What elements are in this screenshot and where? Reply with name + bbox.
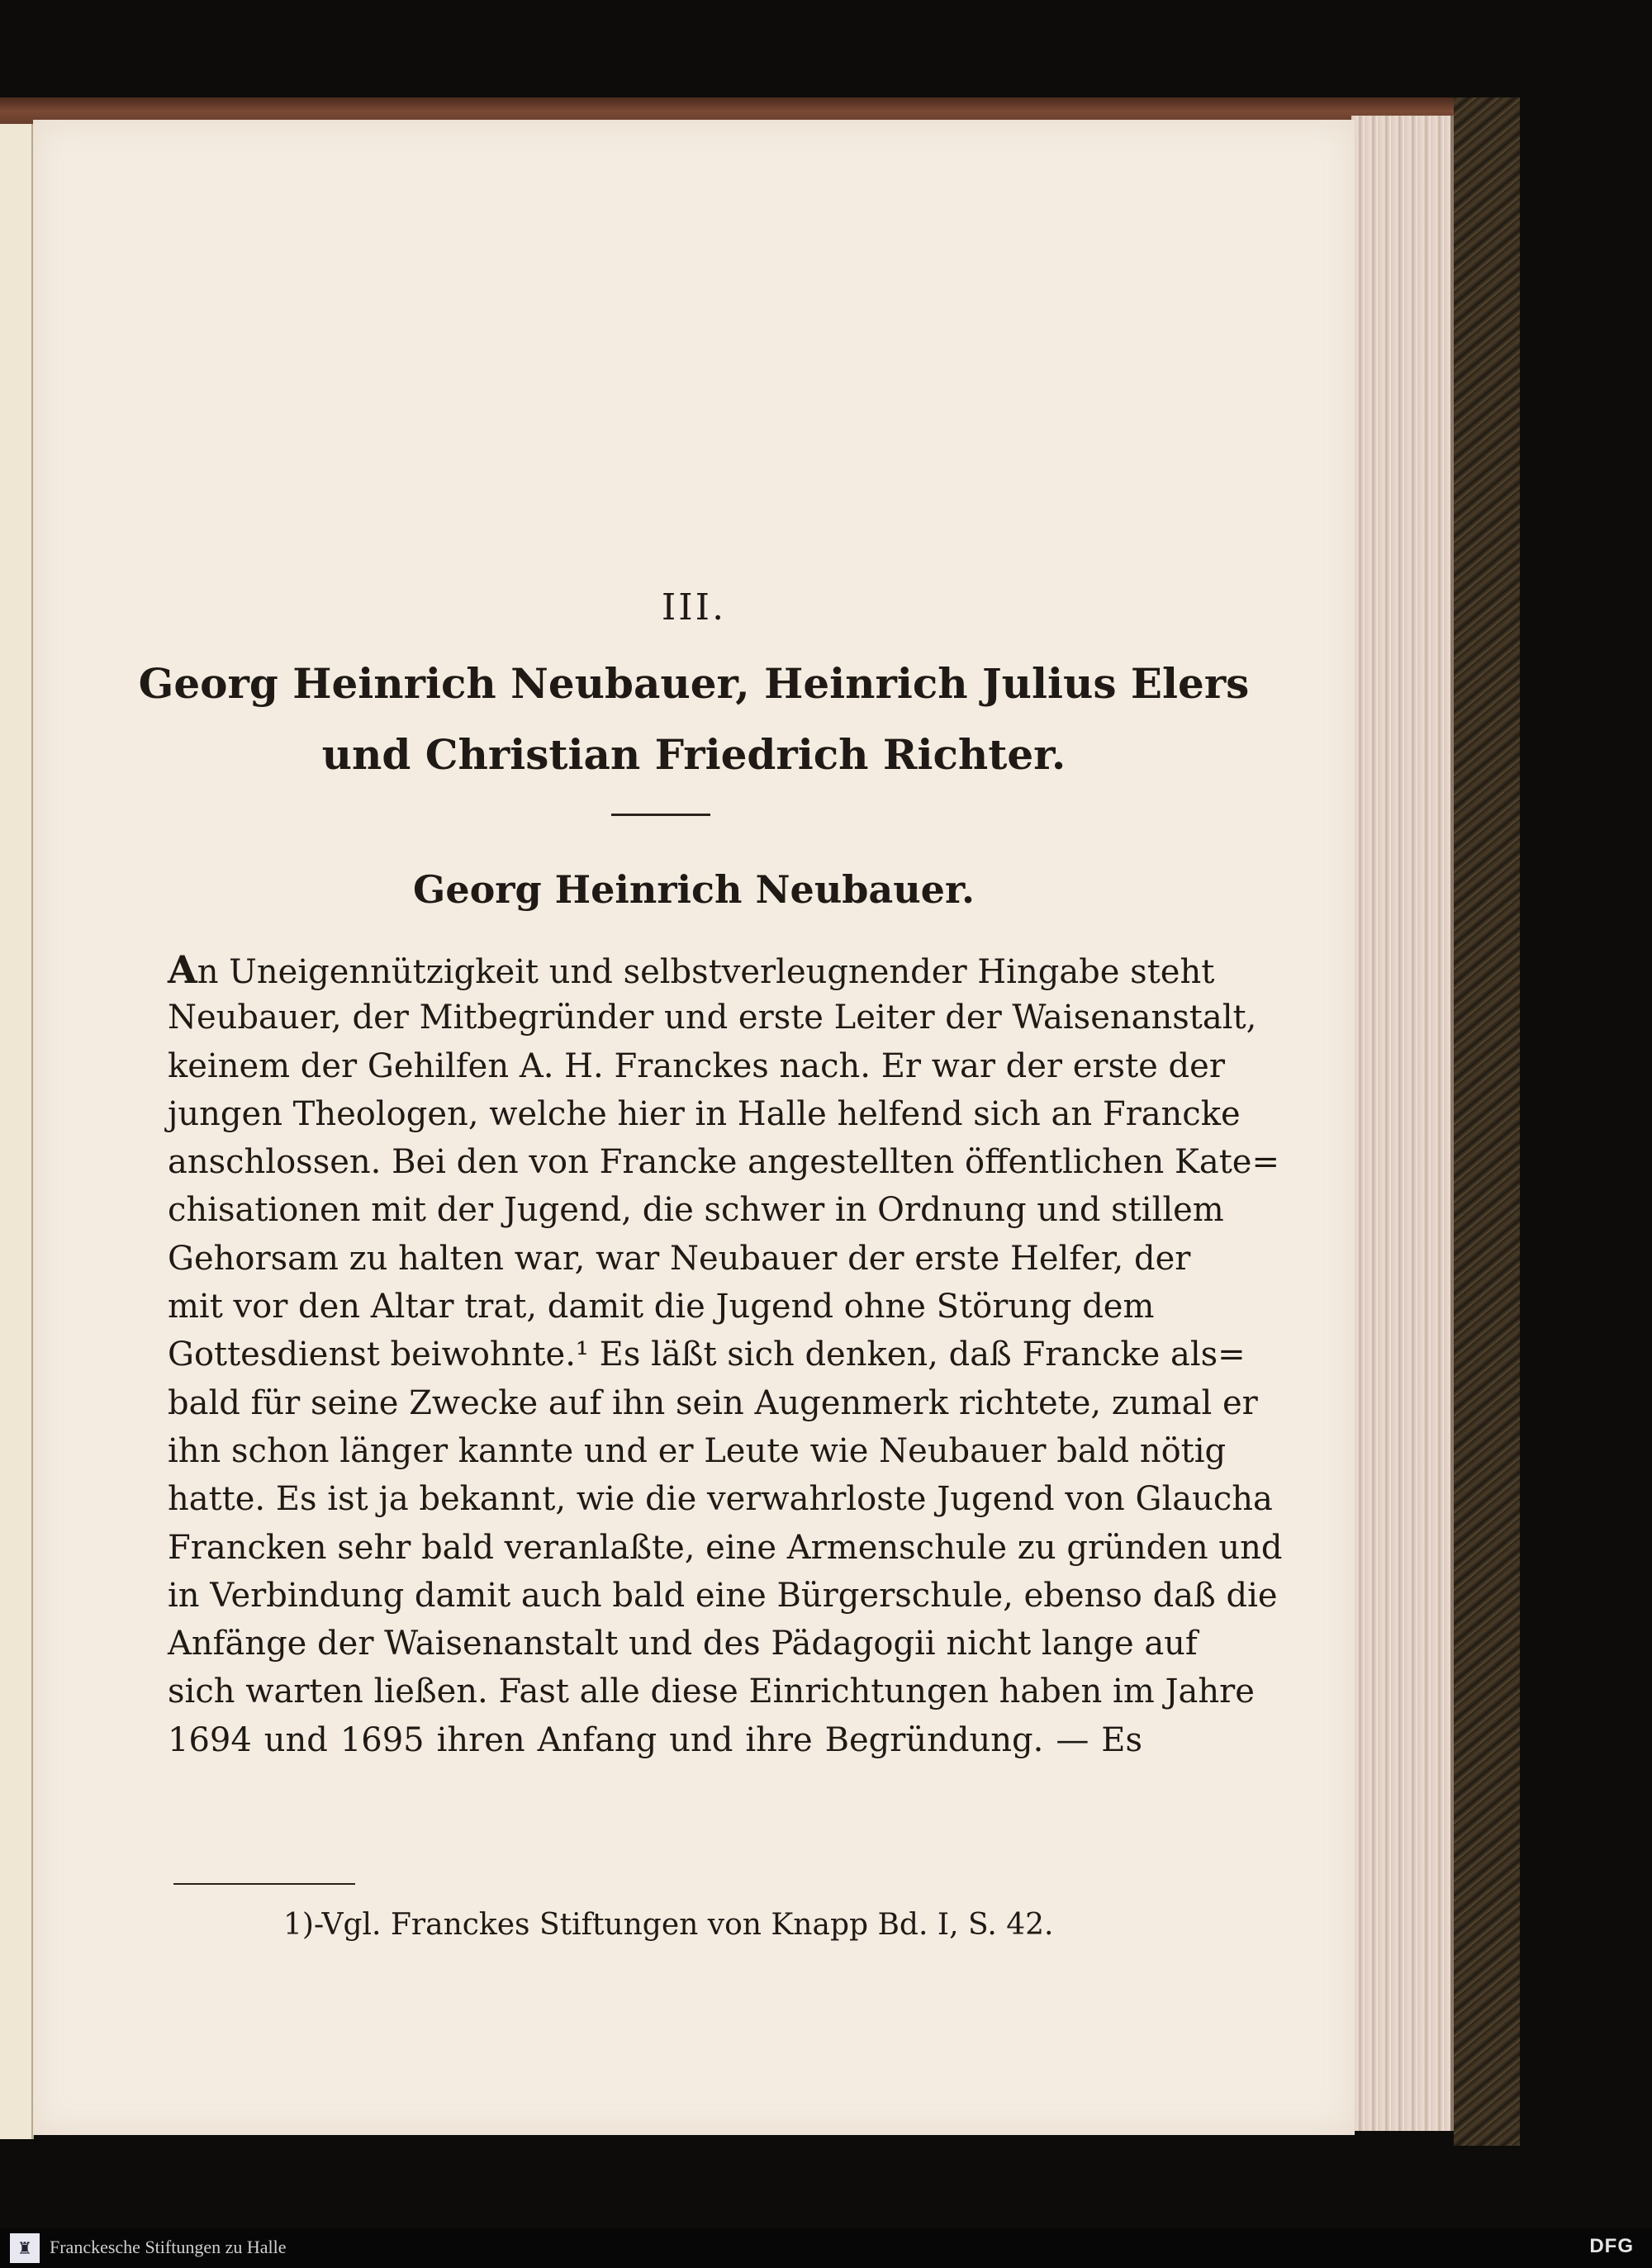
- body-line: ihn schon länger kannte und er Leute wie Neubauer bald nötig: [168, 1431, 1227, 1470]
- footnote: 1)-Vgl. Franckes Stiftungen von Knapp Bd. I, S. 42.: [283, 1908, 1054, 1942]
- body-line: sich warten ließen. Fast alle diese Einrichtungen haben im Jahre: [168, 1673, 1255, 1711]
- dfg-logo[interactable]: DFG: [1589, 2235, 1634, 2257]
- body-line: An Uneigennützigkeit und selbstverleugnender Hingabe steht: [168, 947, 1215, 992]
- body-line: Gehorsam zu halten war, war Neubauer der erste Helfer, der: [168, 1239, 1191, 1278]
- institution-name[interactable]: Franckesche Stiftungen zu Halle: [50, 2237, 287, 2257]
- body-line: 1694 und 1695 ihren Anfang und ihre Begründung. — Es: [168, 1720, 1142, 1759]
- body-line: Anfänge der Waisenanstalt und des Pädagogii nicht lange auf: [168, 1625, 1198, 1663]
- chapter-number: III.: [661, 586, 727, 629]
- chapter-title: [33, 648, 1355, 790]
- body-line: in Verbindung damit auch bald eine Bürgerschule, ebenso daß die: [168, 1576, 1278, 1615]
- left-page-edge: [0, 124, 34, 2139]
- body-text: [168, 946, 1283, 1764]
- body-line: keinem der Gehilfen A. H. Franckes nach. Er war der erste der: [168, 1046, 1225, 1085]
- building-icon: ♜: [17, 2238, 32, 2258]
- section-title: Georg Heinrich Neubauer.: [413, 867, 975, 912]
- body-line: bald für seine Zwecke auf ihn sein Augenmerk richtete, zumal er: [168, 1383, 1258, 1422]
- body-line: chisationen mit der Jugend, die schwer in Ordnung und stillem: [168, 1191, 1224, 1230]
- book-page: [33, 120, 1355, 2135]
- drop-cap: A: [168, 947, 197, 992]
- page-stack: [1351, 116, 1454, 2131]
- book-cover-edge: [1454, 97, 1520, 2146]
- body-line: Neubauer, der Mitbegründer und erste Leiter der Waisenanstalt,: [168, 999, 1257, 1037]
- chapter-title-line-1: Georg Heinrich Neubauer, Heinrich Julius Elers: [138, 659, 1250, 708]
- footnote-divider: [173, 1883, 355, 1885]
- chapter-title-line-2: und Christian Friedrich Richter.: [321, 730, 1066, 779]
- body-line: anschlossen. Bei den von Francke angestellten öffentlichen Kate=: [168, 1143, 1279, 1182]
- title-divider: [611, 814, 710, 816]
- body-line: hatte. Es ist ja bekannt, wie die verwahrloste Jugend von Glaucha: [168, 1480, 1273, 1519]
- body-line: Gottesdienst beiwohnte.¹ Es läßt sich denken, daß Francke als=: [168, 1336, 1246, 1374]
- body-line: mit vor den Altar trat, damit die Jugend ohne Störung dem: [168, 1288, 1155, 1326]
- body-line: jungen Theologen, welche hier in Halle helfend sich an Francke: [168, 1094, 1241, 1133]
- body-line: Francken sehr bald veranlaßte, eine Armenschule zu gründen und: [168, 1528, 1283, 1567]
- institution-logo[interactable]: [10, 2233, 40, 2263]
